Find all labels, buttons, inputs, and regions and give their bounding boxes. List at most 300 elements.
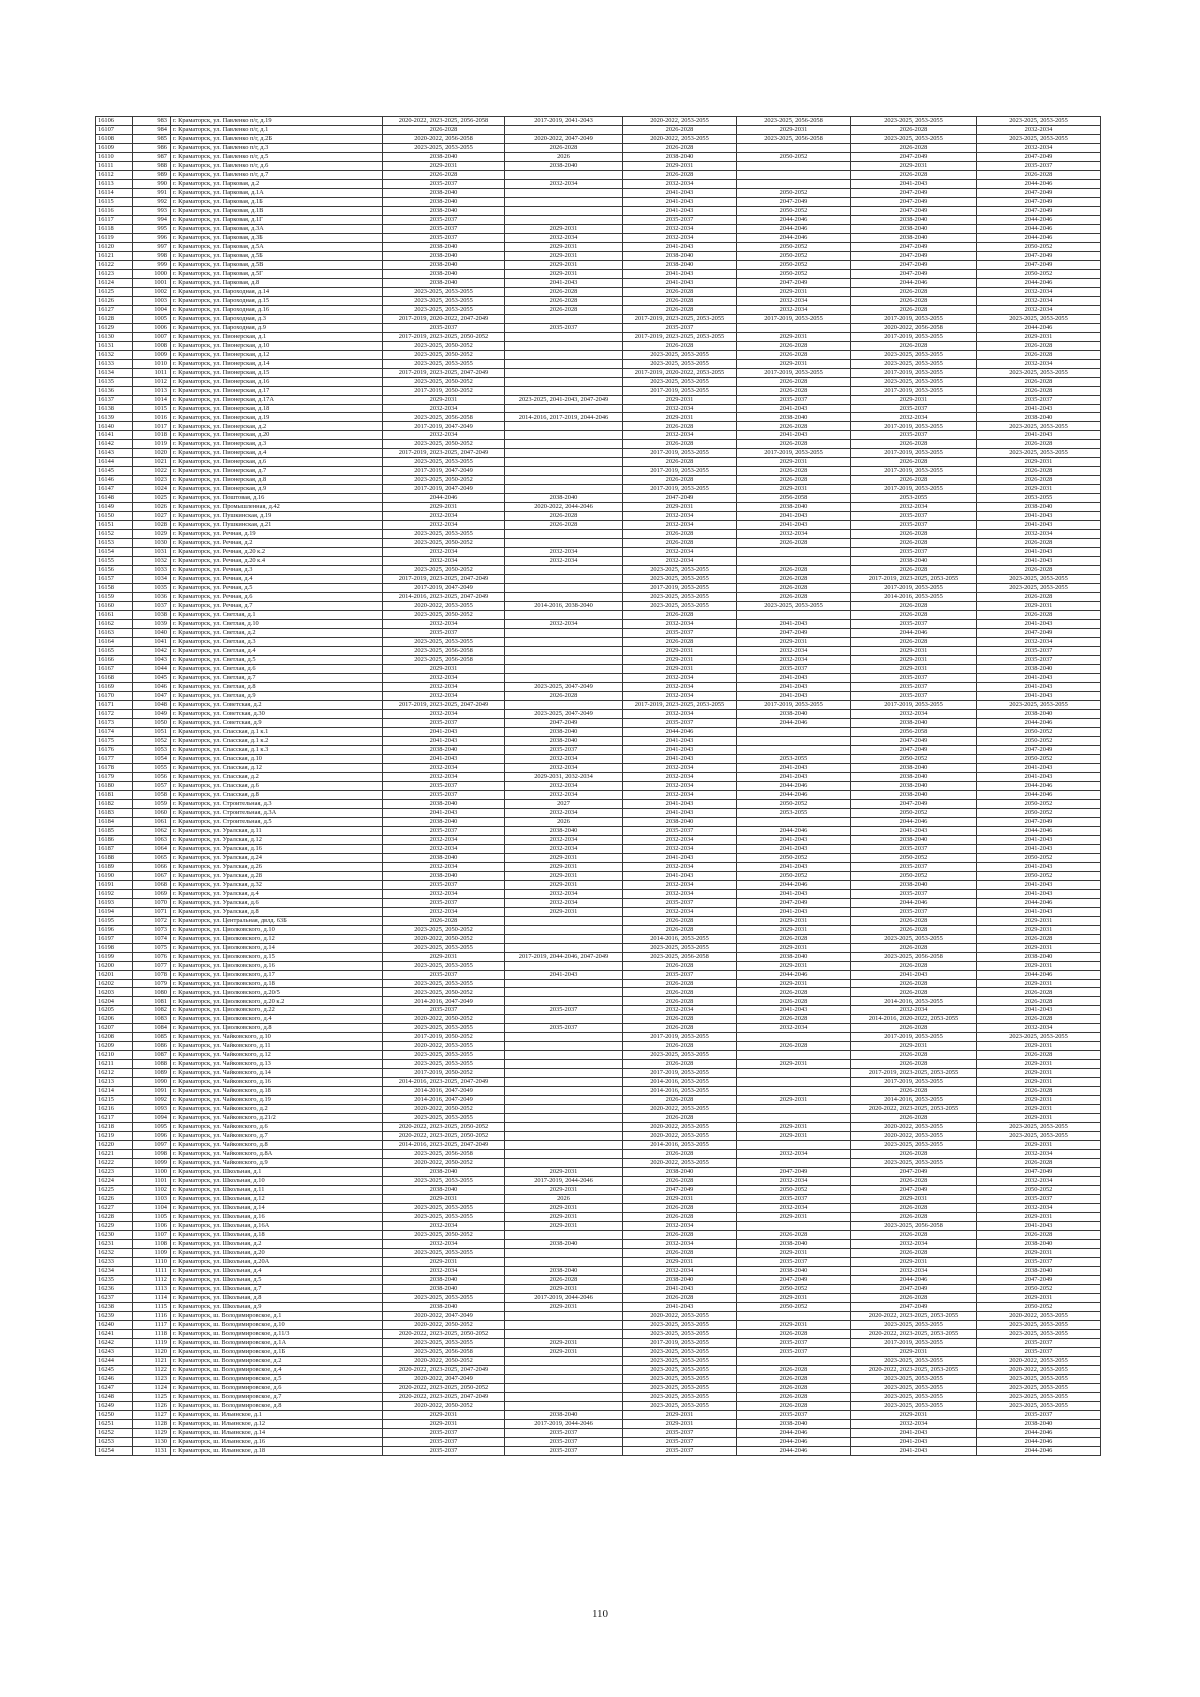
cell-years-col-4 [737, 170, 851, 179]
cell-years-col-5: 2026-2028 [851, 961, 977, 970]
cell-years-col-1: 2017-2019, 2050-2052 [383, 1033, 505, 1042]
cell-years-col-2: 2029-2031 [505, 880, 623, 889]
cell-years-col-1: 2023-2025, 2053-2055 [383, 359, 505, 368]
table-row [96, 404, 1101, 413]
cell-years-col-5: 2050-2052 [851, 754, 977, 763]
cell-years-col-4: 2026-2028 [737, 1365, 851, 1374]
cell-years-col-1: 2035-2037 [383, 781, 505, 790]
cell-address: г. Краматорск, ул. Школьная, д.14 [171, 1204, 383, 1213]
table-row [96, 512, 1101, 521]
cell-years-col-3: 2026-2028 [623, 143, 737, 152]
cell-row-id: 16193 [96, 898, 133, 907]
cell-years-col-2: 2047-2049 [505, 718, 623, 727]
cell-row-id: 16146 [96, 476, 133, 485]
cell-years-col-6: 2029-2031 [977, 1069, 1101, 1078]
cell-years-col-2 [505, 1078, 623, 1087]
cell-years-col-2 [505, 1401, 623, 1410]
cell-years-col-2: 2035-2037 [505, 1024, 623, 1033]
cell-years-col-1: 2017-2019, 2050-2052 [383, 1069, 505, 1078]
cell-row-id: 16198 [96, 943, 133, 952]
cell-years-col-6: 2041-2043 [977, 548, 1101, 557]
table-row [96, 611, 1101, 620]
cell-address: г. Краматорск, ул. Пионерская, д.1 [171, 332, 383, 341]
cell-years-col-4 [737, 1105, 851, 1114]
cell-years-col-6: 2026-2028 [977, 476, 1101, 485]
table-row [96, 1060, 1101, 1069]
cell-row-id: 16246 [96, 1374, 133, 1383]
table-row [96, 584, 1101, 593]
cell-years-col-1: 2023-2025, 2053-2055 [383, 1204, 505, 1213]
cell-years-col-5: 2029-2031 [851, 1258, 977, 1267]
cell-years-col-5: 2026-2028 [851, 170, 977, 179]
cell-item-number: 1023 [133, 476, 171, 485]
cell-item-number: 1125 [133, 1392, 171, 1401]
cell-years-col-6: 2044-2046 [977, 970, 1101, 979]
cell-row-id: 16142 [96, 440, 133, 449]
page-number: 110 [591, 1608, 609, 1620]
cell-row-id: 16151 [96, 521, 133, 530]
cell-address: г. Краматорск, ул. Чайковского, д.12 [171, 1051, 383, 1060]
cell-item-number: 987 [133, 152, 171, 161]
cell-years-col-1: 2035-2037 [383, 215, 505, 224]
cell-row-id: 16117 [96, 215, 133, 224]
cell-years-col-3: 2032-2034 [623, 692, 737, 701]
cell-years-col-2: 2038-2040 [505, 161, 623, 170]
cell-years-col-6: 2041-2043 [977, 772, 1101, 781]
table-row [96, 350, 1101, 359]
cell-years-col-3: 2023-2025, 2053-2055 [623, 1347, 737, 1356]
cell-address: г. Краматорск, ул. Циолковского, д.14 [171, 943, 383, 952]
cell-years-col-2 [505, 440, 623, 449]
table-row [96, 1383, 1101, 1392]
cell-years-col-1: 2038-2040 [383, 242, 505, 251]
cell-row-id: 16138 [96, 404, 133, 413]
cell-address: г. Краматорск, ул. Циолковского, д.22 [171, 1006, 383, 1015]
cell-years-col-1: 2020-2022, 2050-2052 [383, 1401, 505, 1410]
cell-item-number: 1034 [133, 575, 171, 584]
cell-years-col-5: 2035-2037 [851, 521, 977, 530]
cell-years-col-1: 2023-2025, 2050-2052 [383, 611, 505, 620]
table-row [96, 1177, 1101, 1186]
cell-years-col-3: 2017-2019, 2053-2055 [623, 1033, 737, 1042]
table-row [96, 826, 1101, 835]
cell-years-col-2: 2038-2040 [505, 736, 623, 745]
cell-years-col-3: 2041-2043 [623, 278, 737, 287]
table-row [96, 916, 1101, 925]
cell-years-col-3: 2032-2034 [623, 835, 737, 844]
cell-item-number: 1060 [133, 808, 171, 817]
cell-years-col-2: 2038-2040 [505, 1410, 623, 1419]
cell-item-number: 1045 [133, 674, 171, 683]
cell-row-id: 16195 [96, 916, 133, 925]
cell-address: г. Краматорск, ул. Парковая, д.3А [171, 224, 383, 233]
table-row [96, 1392, 1101, 1401]
cell-item-number: 1073 [133, 925, 171, 934]
table-row [96, 692, 1101, 701]
cell-address: г. Краматорск, ул. Циолковского, д.15 [171, 952, 383, 961]
cell-years-col-3: 2026-2028 [623, 979, 737, 988]
cell-item-number: 1022 [133, 467, 171, 476]
table-row [96, 1150, 1101, 1159]
cell-address: г. Краматорск, ул. Парковая, д.1Г [171, 215, 383, 224]
cell-years-col-6: 2032-2034 [977, 530, 1101, 539]
cell-years-col-6: 2038-2040 [977, 1267, 1101, 1276]
cell-row-id: 16206 [96, 1015, 133, 1024]
cell-address: г. Краматорск, ул. Советская, д.9 [171, 718, 383, 727]
cell-years-col-1: 2041-2043 [383, 808, 505, 817]
table-row [96, 862, 1101, 871]
cell-years-col-3: 2017-2019, 2023-2025, 2053-2055 [623, 700, 737, 709]
cell-years-col-2 [505, 1365, 623, 1374]
cell-years-col-5: 2032-2034 [851, 1267, 977, 1276]
cell-address: г. Краматорск, ул. Уралская, д.11 [171, 826, 383, 835]
cell-years-col-3: 2038-2040 [623, 251, 737, 260]
cell-years-col-6: 2023-2025, 2053-2055 [977, 1033, 1101, 1042]
cell-years-col-5: 2020-2022, 2056-2058 [851, 323, 977, 332]
cell-years-col-1: 2044-2046 [383, 494, 505, 503]
cell-years-col-1: 2038-2040 [383, 206, 505, 215]
cell-years-col-1: 2038-2040 [383, 1186, 505, 1195]
cell-years-col-3: 2026-2028 [623, 916, 737, 925]
cell-item-number: 1014 [133, 395, 171, 404]
cell-row-id: 16111 [96, 161, 133, 170]
cell-address: г. Краматорск, ул. Пионерская, д.4 [171, 449, 383, 458]
cell-years-col-5: 2017-2019, 2023-2025, 2053-2055 [851, 1069, 977, 1078]
cell-years-col-5: 2017-2019, 2053-2055 [851, 467, 977, 476]
cell-years-col-5: 2020-2022, 2023-2025, 2053-2055 [851, 1329, 977, 1338]
cell-years-col-6: 2023-2025, 2053-2055 [977, 117, 1101, 126]
cell-address: г. Краматорск, ул. Школьная, д.9 [171, 1302, 383, 1311]
cell-years-col-6: 2050-2052 [977, 242, 1101, 251]
cell-years-col-6: 2035-2037 [977, 1338, 1101, 1347]
cell-years-col-5: 2026-2028 [851, 988, 977, 997]
cell-years-col-2: 2035-2037 [505, 323, 623, 332]
cell-item-number: 1115 [133, 1302, 171, 1311]
cell-years-col-6: 2032-2034 [977, 638, 1101, 647]
cell-years-col-2 [505, 458, 623, 467]
table-row [96, 179, 1101, 188]
table-row [96, 188, 1101, 197]
table-row [96, 521, 1101, 530]
cell-years-col-2: 2020-2022, 2047-2049 [505, 134, 623, 143]
cell-address: г. Краматорск, ул. Чайковского, д.16 [171, 1078, 383, 1087]
cell-address: г. Краматорск, ш. Володимировское, д.11/3 [171, 1329, 383, 1338]
cell-years-col-3: 2026-2028 [623, 305, 737, 314]
cell-address: г. Краматорск, ул. Павленко п/г, д.1 [171, 125, 383, 134]
cell-item-number: 1091 [133, 1087, 171, 1096]
cell-years-col-5: 2038-2040 [851, 880, 977, 889]
cell-years-col-1: 2020-2022, 2023-2025, 2050-2052 [383, 1123, 505, 1132]
cell-row-id: 16209 [96, 1042, 133, 1051]
cell-years-col-3: 2047-2049 [623, 494, 737, 503]
cell-address: г. Краматорск, ул. Уралская, д.6 [171, 898, 383, 907]
cell-years-col-1: 2038-2040 [383, 853, 505, 862]
cell-years-col-4: 2029-2031 [737, 916, 851, 925]
cell-years-col-6: 2050-2052 [977, 736, 1101, 745]
cell-years-col-3: 2023-2025, 2053-2055 [623, 377, 737, 386]
cell-years-col-4: 2029-2031 [737, 961, 851, 970]
cell-years-col-4: 2044-2046 [737, 1437, 851, 1446]
cell-years-col-2: 2035-2037 [505, 745, 623, 754]
cell-years-col-2 [505, 368, 623, 377]
cell-years-col-5: 2026-2028 [851, 602, 977, 611]
table-row [96, 1195, 1101, 1204]
table-row [96, 485, 1101, 494]
table-row [96, 880, 1101, 889]
cell-row-id: 16197 [96, 934, 133, 943]
cell-years-col-1: 2017-2019, 2020-2022, 2047-2049 [383, 314, 505, 323]
cell-years-col-6: 2041-2043 [977, 620, 1101, 629]
cell-years-col-5: 2017-2019, 2053-2055 [851, 314, 977, 323]
cell-years-col-2: 2035-2037 [505, 1437, 623, 1446]
cell-years-col-6: 2047-2049 [977, 1168, 1101, 1177]
cell-years-col-6: 2029-2031 [977, 1249, 1101, 1258]
cell-years-col-2: 2041-2043 [505, 278, 623, 287]
cell-item-number: 1121 [133, 1356, 171, 1365]
cell-years-col-4: 2029-2031 [737, 943, 851, 952]
cell-years-col-1: 2014-2016, 2047-2049 [383, 997, 505, 1006]
cell-years-col-2 [505, 314, 623, 323]
cell-years-col-2: 2029-2031 [505, 1186, 623, 1195]
cell-years-col-6: 2044-2046 [977, 278, 1101, 287]
cell-row-id: 16108 [96, 134, 133, 143]
cell-item-number: 1083 [133, 1015, 171, 1024]
cell-years-col-4: 2026-2028 [737, 341, 851, 350]
table-row [96, 790, 1101, 799]
cell-years-col-2: 2029-2031 [505, 1338, 623, 1347]
cell-years-col-5: 2035-2037 [851, 548, 977, 557]
cell-years-col-6: 2044-2046 [977, 790, 1101, 799]
cell-years-col-2 [505, 1159, 623, 1168]
cell-address: г. Краматорск, ул. Циолковского, д.8 [171, 1024, 383, 1033]
cell-years-col-6: 2044-2046 [977, 826, 1101, 835]
cell-years-col-5: 2047-2049 [851, 152, 977, 161]
cell-address: г. Краматорск, ул. Чайковского, д.7 [171, 1132, 383, 1141]
cell-years-col-5: 2023-2025, 2056-2058 [851, 952, 977, 961]
cell-address: г. Краматорск, ул. Циолковского, д.20/5 [171, 988, 383, 997]
cell-years-col-1: 2023-2025, 2050-2052 [383, 925, 505, 934]
cell-address: г. Краматорск, ул. Пароходная, д.16 [171, 305, 383, 314]
cell-years-col-2 [505, 979, 623, 988]
cell-row-id: 16118 [96, 224, 133, 233]
table-row [96, 1006, 1101, 1015]
table-row [96, 206, 1101, 215]
table-row [96, 781, 1101, 790]
cell-years-col-5: 2029-2031 [851, 161, 977, 170]
cell-years-col-2 [505, 943, 623, 952]
cell-years-col-5: 2026-2028 [851, 566, 977, 575]
cell-item-number: 1050 [133, 718, 171, 727]
cell-years-col-5: 2023-2025, 2053-2055 [851, 934, 977, 943]
cell-years-col-5: 2023-2025, 2053-2055 [851, 1141, 977, 1150]
cell-years-col-1: 2026-2028 [383, 916, 505, 925]
cell-address: г. Краматорск, ул. Уралская, д.12 [171, 835, 383, 844]
cell-item-number: 1058 [133, 790, 171, 799]
cell-row-id: 16106 [96, 117, 133, 126]
cell-years-col-5: 2023-2025, 2053-2055 [851, 134, 977, 143]
cell-row-id: 16187 [96, 844, 133, 853]
cell-years-col-6: 2041-2043 [977, 889, 1101, 898]
cell-years-col-6: 2032-2034 [977, 1150, 1101, 1159]
cell-address: г. Краматорск, ш. Володимировское, д.10 [171, 1320, 383, 1329]
cell-years-col-6: 2038-2040 [977, 665, 1101, 674]
table-row [96, 1347, 1101, 1356]
cell-row-id: 16235 [96, 1275, 133, 1284]
cell-years-col-3: 2035-2037 [623, 826, 737, 835]
cell-years-col-4: 2044-2046 [737, 880, 851, 889]
cell-years-col-5: 2017-2019, 2053-2055 [851, 332, 977, 341]
cell-years-col-1: 2035-2037 [383, 1428, 505, 1437]
cell-years-col-4: 2026-2028 [737, 997, 851, 1006]
table-row [96, 197, 1101, 206]
cell-years-col-1: 2032-2034 [383, 709, 505, 718]
cell-item-number: 1122 [133, 1365, 171, 1374]
cell-years-col-2: 2035-2037 [505, 1446, 623, 1455]
cell-address: г. Краматорск, ш. Володимировское, д.1А [171, 1338, 383, 1347]
cell-row-id: 16189 [96, 862, 133, 871]
cell-address: г. Краматорск, ул. Чайковского, д.13 [171, 1060, 383, 1069]
cell-years-col-3: 2032-2034 [623, 763, 737, 772]
cell-years-col-4: 2026-2028 [737, 584, 851, 593]
cell-years-col-4: 2038-2040 [737, 1419, 851, 1428]
cell-item-number: 1092 [133, 1096, 171, 1105]
cell-years-col-3: 2032-2034 [623, 179, 737, 188]
table-row [96, 1069, 1101, 1078]
cell-years-col-4: 2032-2034 [737, 296, 851, 305]
cell-item-number: 1029 [133, 530, 171, 539]
cell-years-col-6: 2029-2031 [977, 1141, 1101, 1150]
cell-years-col-1: 2017-2019, 2047-2049 [383, 584, 505, 593]
cell-years-col-3: 2023-2025, 2053-2055 [623, 350, 737, 359]
table-row [96, 368, 1101, 377]
cell-years-col-1: 2020-2022, 2056-2058 [383, 134, 505, 143]
cell-item-number: 983 [133, 117, 171, 126]
table-row [96, 1222, 1101, 1231]
cell-years-col-5: 2047-2049 [851, 188, 977, 197]
cell-years-col-2: 2029-2031 [505, 871, 623, 880]
cell-row-id: 16219 [96, 1132, 133, 1141]
cell-years-col-5: 2035-2037 [851, 512, 977, 521]
cell-years-col-4: 2038-2040 [737, 709, 851, 718]
cell-years-col-5: 2029-2031 [851, 665, 977, 674]
table-row [96, 1015, 1101, 1024]
cell-years-col-3: 2041-2043 [623, 736, 737, 745]
cell-item-number: 994 [133, 215, 171, 224]
cell-row-id: 16157 [96, 575, 133, 584]
cell-years-col-1: 2032-2034 [383, 763, 505, 772]
table-row [96, 674, 1101, 683]
cell-years-col-6: 2026-2028 [977, 1159, 1101, 1168]
cell-item-number: 1004 [133, 305, 171, 314]
cell-row-id: 16175 [96, 736, 133, 745]
cell-years-col-3: 2026-2028 [623, 440, 737, 449]
table-row [96, 143, 1101, 152]
cell-years-col-4: 2017-2019, 2053-2055 [737, 449, 851, 458]
cell-years-col-2: 2029-2031 [505, 862, 623, 871]
cell-years-col-5: 2029-2031 [851, 1195, 977, 1204]
cell-years-col-3: 2017-2019, 2053-2055 [623, 467, 737, 476]
cell-item-number: 1038 [133, 611, 171, 620]
cell-years-col-2 [505, 530, 623, 539]
table-row [96, 215, 1101, 224]
table-row [96, 1159, 1101, 1168]
table-row [96, 449, 1101, 458]
cell-years-col-6: 2035-2037 [977, 647, 1101, 656]
table-row [96, 359, 1101, 368]
cell-years-col-1: 2035-2037 [383, 880, 505, 889]
cell-years-col-3: 2041-2043 [623, 188, 737, 197]
cell-item-number: 1002 [133, 287, 171, 296]
cell-years-col-6: 2026-2028 [977, 566, 1101, 575]
cell-address: г. Краматорск, ул. Уралская, д.4 [171, 889, 383, 898]
cell-address: г. Краматорск, ул. Светлая, д.1 [171, 611, 383, 620]
cell-years-col-2 [505, 647, 623, 656]
cell-address: г. Краматорск, ул. Циолковского, д.18 [171, 979, 383, 988]
cell-row-id: 16234 [96, 1267, 133, 1276]
cell-years-col-6: 2041-2043 [977, 521, 1101, 530]
table-row [96, 134, 1101, 143]
cell-years-col-6: 2047-2049 [977, 206, 1101, 215]
cell-years-col-2 [505, 1069, 623, 1078]
cell-years-col-4: 2047-2049 [737, 1275, 851, 1284]
cell-item-number: 1074 [133, 934, 171, 943]
table-row [96, 242, 1101, 251]
cell-years-col-1: 2023-2025, 2050-2052 [383, 988, 505, 997]
cell-address: г. Краматорск, ул. Циолковского, д.17 [171, 970, 383, 979]
cell-years-col-4: 2026-2028 [737, 1231, 851, 1240]
cell-years-col-5: 2026-2028 [851, 125, 977, 134]
cell-years-col-4: 2044-2046 [737, 970, 851, 979]
cell-years-col-1: 2023-2025, 2053-2055 [383, 296, 505, 305]
cell-years-col-4: 2041-2043 [737, 674, 851, 683]
table-row [96, 1258, 1101, 1267]
cell-item-number: 1025 [133, 494, 171, 503]
cell-item-number: 1114 [133, 1293, 171, 1302]
cell-years-col-6: 2050-2052 [977, 853, 1101, 862]
cell-years-col-4: 2029-2031 [737, 1320, 851, 1329]
cell-row-id: 16168 [96, 674, 133, 683]
cell-years-col-1: 2020-2022, 2023-2025, 2047-2049 [383, 1365, 505, 1374]
cell-years-col-5: 2026-2028 [851, 476, 977, 485]
cell-years-col-4: 2044-2046 [737, 1446, 851, 1455]
cell-row-id: 16185 [96, 826, 133, 835]
cell-years-col-1: 2032-2034 [383, 889, 505, 898]
cell-years-col-5: 2047-2049 [851, 745, 977, 754]
cell-item-number: 998 [133, 251, 171, 260]
cell-years-col-2 [505, 539, 623, 548]
cell-years-col-1: 2032-2034 [383, 683, 505, 692]
table-row [96, 844, 1101, 853]
cell-years-col-2 [505, 1383, 623, 1392]
cell-item-number: 1079 [133, 979, 171, 988]
cell-years-col-5: 2044-2046 [851, 1275, 977, 1284]
cell-item-number: 1035 [133, 584, 171, 593]
table-body [96, 117, 1101, 1456]
cell-years-col-4 [737, 1222, 851, 1231]
cell-years-col-2 [505, 629, 623, 638]
cell-years-col-6: 2026-2028 [977, 341, 1101, 350]
cell-years-col-2 [505, 584, 623, 593]
cell-years-col-3: 2026-2028 [623, 1024, 737, 1033]
cell-years-col-5: 2035-2037 [851, 620, 977, 629]
cell-years-col-3: 2032-2034 [623, 844, 737, 853]
table-row [96, 1033, 1101, 1042]
cell-years-col-1: 2017-2019, 2023-2025, 2047-2049 [383, 700, 505, 709]
cell-years-col-3: 2023-2025, 2053-2055 [623, 1374, 737, 1383]
cell-years-col-4: 2044-2046 [737, 1428, 851, 1437]
cell-years-col-1: 2020-2022, 2047-2049 [383, 1374, 505, 1383]
cell-years-col-4: 2029-2031 [737, 1132, 851, 1141]
